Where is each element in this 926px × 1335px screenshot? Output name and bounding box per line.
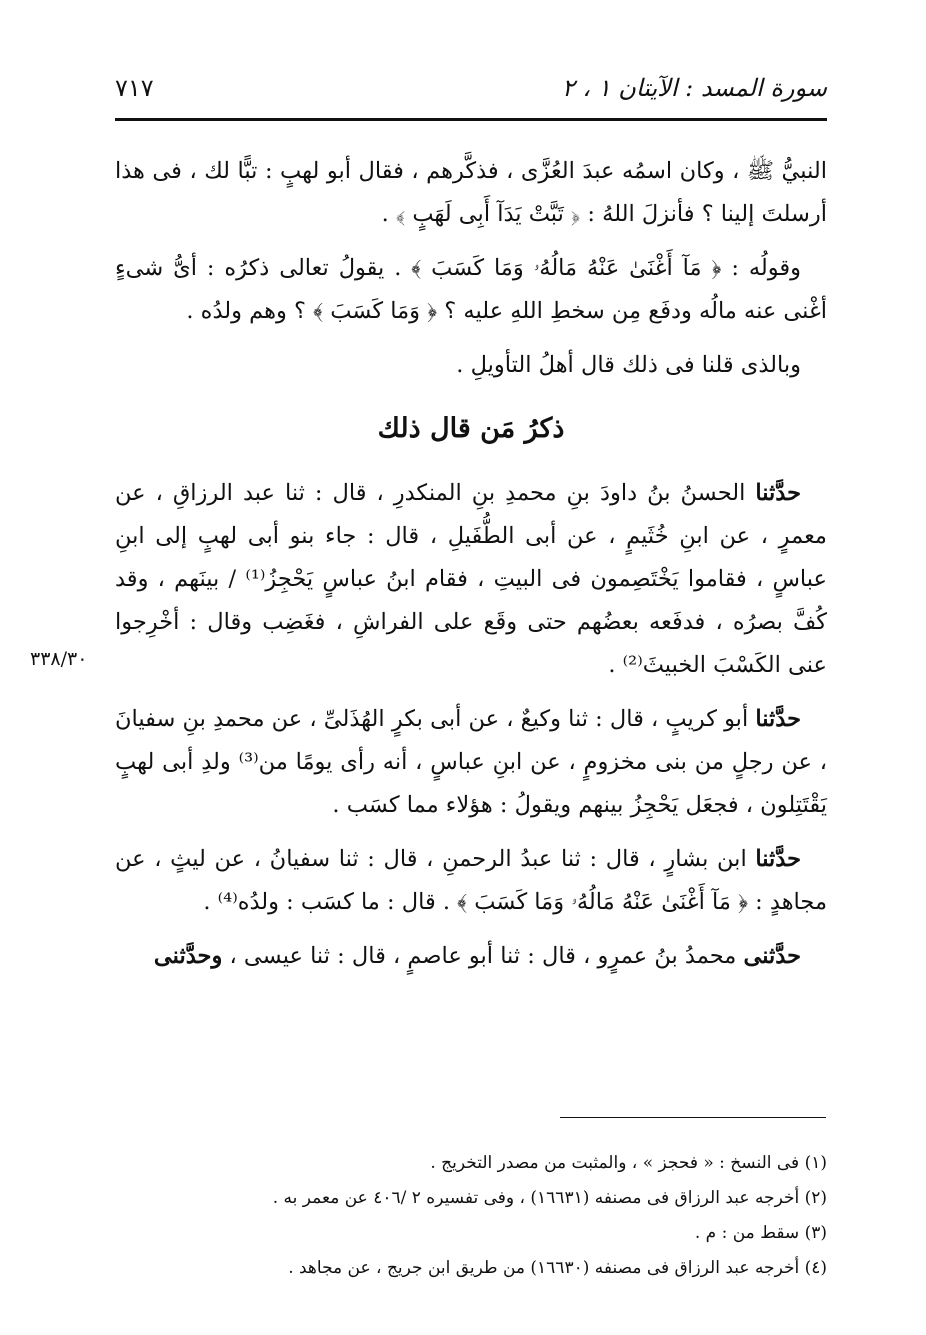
footnote-2: (٢) أخرجه عبد الرزاق فى مصنفه (١٦٦٣١) ، وفى تفسيره ٢ /٤٠٦ عن معمر به .	[272, 1188, 827, 1208]
margin-reference: ٣٣٨/٣٠	[30, 648, 88, 670]
main-text	[115, 150, 827, 989]
footnote-3: (٣) سقط من : م .	[694, 1223, 827, 1243]
page-number: ٧١٧	[115, 74, 154, 102]
surah-title: سورة المسد : الآيتان ١ ، ٢	[561, 74, 827, 102]
narration-lead: حدَّثنا	[755, 480, 801, 506]
paragraph-3: وبالذى قلنا فى ذلك قال أهلُ التأويلِ .	[456, 352, 801, 378]
paragraph-2: وقولُه : ﴿ مَآ أَغْنَىٰ عَنْهُ مَالُهُۥ وَمَا كَسَبَ ﴾ . يقولُ تعالى ذكرُه : أىُّ شىءٍ أغْنى عنه مالُه ودفَع مِن سخطِ اللهِ عليه ؟ ﴿ وَمَا كَسَبَ ﴾ ؟ وهم ولدُه .	[115, 255, 827, 324]
running-header	[115, 66, 827, 110]
section-heading: ذكرُ مَن قال ذلك	[377, 413, 565, 444]
header-rule	[115, 118, 827, 121]
narration-lead: حدَّثنا	[755, 846, 801, 872]
narration-lead: حدَّثنى	[743, 943, 801, 969]
narration-text: أبو كريبٍ ، قال : ثنا وكيعٌ ، عن أبى بكرٍ الهُذَلىِّ ، عن محمدِ بنِ سفيانَ ، عن رجلٍ من بنى مخزومٍ ، عن ابنِ عباسٍ ، أنه رأى يومًا من⁽³⁾ ولدِ أبى لهبٍ يَقْتَتِلون ، فجعَل يَحْجِزُ بينهم ويقولُ : هؤلاء مما كسَب .	[115, 706, 827, 818]
narration-4	[115, 935, 827, 978]
narration-text: ابن بشارٍ ، قال : ثنا عبدُ الرحمنِ ، قال : ثنا سفيانُ ، عن ليثٍ ، عن مجاهدٍ : ﴿ مَآ أَغْنَىٰ عَنْهُ مَالُهُۥ وَمَا كَسَبَ ﴾ . قال : ما كسَب : ولدُه⁽⁴⁾ .	[115, 846, 827, 915]
narration-2	[115, 698, 827, 827]
footnote-4: (٤) أخرجه عبد الرزاق فى مصنفه (١٦٦٣٠) من طريق ابن جريج ، عن مجاهد .	[288, 1258, 827, 1278]
narration-1	[115, 472, 827, 687]
footnote-1: (١) فى النسخ : « فحجز » ، والمثبت من مصدر التخريج .	[430, 1153, 827, 1173]
footnote-rule	[560, 1117, 826, 1118]
narration-lead: حدَّثنا	[755, 706, 801, 732]
footnotes	[115, 1146, 827, 1286]
narration-text: محمدُ بنُ عمرٍو ، قال : ثنا أبو عاصمٍ ، قال : ثنا عيسى ،	[222, 943, 744, 969]
narration-3	[115, 838, 827, 924]
paragraph-1: النبيُّ ﷺ ، وكان اسمُه عبدَ العُزَّى ، فذكَّرهم ، فقال أبو لهبٍ : تبًّا لك ، فى هذا أرسلتَ إلينا ؟ فأنزلَ اللهُ : ﴿ تَبَّتْ يَدَآ أَبِى لَهَبٍ ﴾ .	[115, 158, 827, 227]
narration-text: الحسنُ بنُ داودَ بنِ محمدِ بنِ المنكدرِ ، قال : ثنا عبد الرزاقِ ، عن معمرٍ ، عن ابنِ خُثَيمٍ ، عن أبى الطُّفَيلِ ، قال : جاء بنو أبى لهبٍ إلى ابنِ عباسٍ ، فقاموا يَخْتَصِمون فى البيتِ ، فقام ابنُ عباسٍ يَحْجِزُ⁽¹⁾ / بينَهم ، وقد كُفَّ بصرُه ، فدفَعه بعضُهم حتى وقَع على الفراشِ ، فغَضِب وقال : أخْرِجوا عنى الكَسْبَ الخبيثَ⁽²⁾ .	[115, 480, 827, 678]
narration-tail: وحدَّثنى	[153, 943, 223, 969]
